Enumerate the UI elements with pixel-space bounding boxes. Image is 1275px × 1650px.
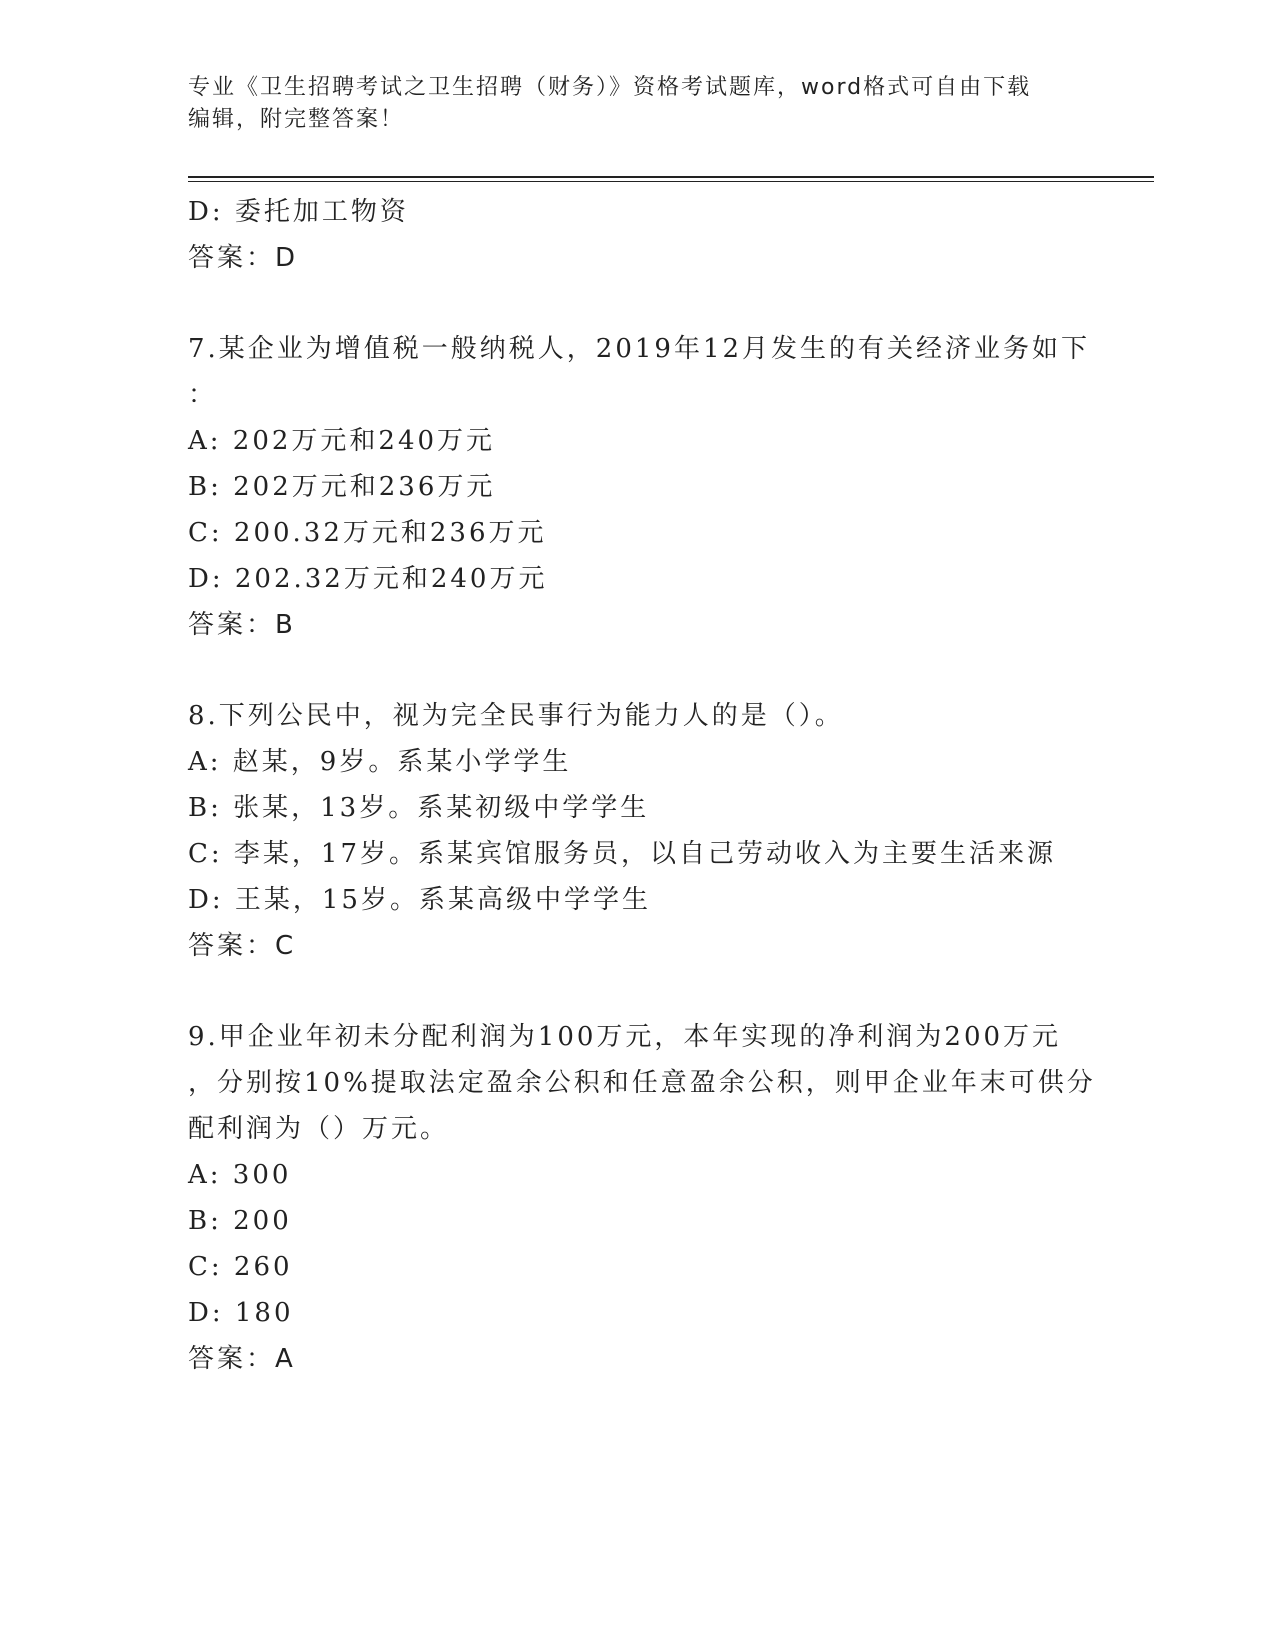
question-list: [188, 189, 1096, 1382]
option-b: B: 张某，13岁。系某初级中学学生: [188, 793, 650, 823]
option-c: C: 李某，17岁。系某宾馆服务员，以自己劳动收入为主要生活来源: [188, 839, 1057, 869]
header-line-1: 专业《卫生招聘考试之卫生招聘（财务）》资格考试题库，word格式可自由下载: [188, 75, 1032, 100]
question-8: [188, 693, 1088, 969]
question-stem: ：: [188, 380, 218, 410]
question-7: [188, 326, 1091, 648]
option-d: D: 委托加工物资: [188, 197, 409, 227]
answer-line: 答案：A: [188, 1344, 296, 1374]
question-9: [188, 1014, 1096, 1382]
option-a: A: 202万元和240万元: [188, 426, 496, 456]
option-b: B: 200: [188, 1206, 292, 1236]
option-c: C: 260: [188, 1252, 293, 1282]
previous-question-tail: [188, 189, 1088, 281]
question-stem: ，分别按10%提取法定盈余公积和任意盈余公积，则甲企业年末可供分: [188, 1068, 1096, 1098]
question-stem: 配利润为（）万元。: [188, 1114, 450, 1144]
question-stem: 7.某企业为增值税一般纳税人，2019年12月发生的有关经济业务如下: [188, 334, 1091, 364]
option-b: B: 202万元和236万元: [188, 472, 496, 502]
answer-line: 答案：D: [188, 243, 299, 273]
spacer: [188, 281, 1088, 326]
option-d: D: 180: [188, 1298, 294, 1328]
option-a: A: 300: [188, 1160, 292, 1190]
option-d: D: 王某，15岁。系某高级中学学生: [188, 885, 651, 915]
option-d: D: 202.32万元和240万元: [188, 564, 548, 594]
document-header: [188, 72, 1088, 136]
spacer: [188, 648, 1088, 693]
header-line-2: 编辑，附完整答案！: [188, 107, 405, 132]
question-stem: 8.下列公民中，视为完全民事行为能力人的是（）。: [188, 701, 844, 731]
option-a: A: 赵某，9岁。系某小学学生: [188, 747, 572, 777]
answer-line: 答案：C: [188, 931, 297, 961]
question-stem: 9.甲企业年初未分配利润为100万元，本年实现的净利润为200万元: [188, 1022, 1062, 1052]
header-divider: [188, 176, 1154, 178]
header-divider-thin: [188, 181, 1154, 182]
answer-line: 答案：B: [188, 610, 296, 640]
option-c: C: 200.32万元和236万元: [188, 518, 547, 548]
spacer: [188, 969, 1088, 1014]
